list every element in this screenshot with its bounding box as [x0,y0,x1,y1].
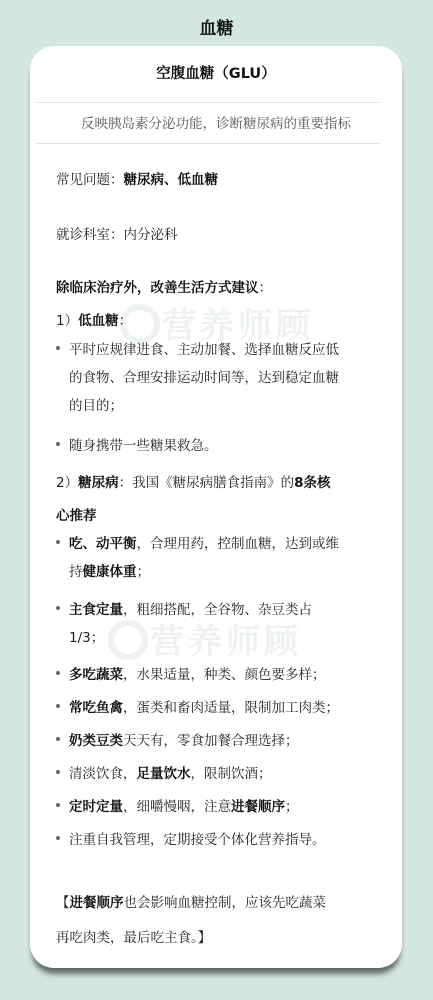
bullet-icon [56,704,60,708]
advice-heading-bold: 除临床治疗外，改善生活方式建议 [56,280,259,296]
section-1-title: 低血糖 [78,313,119,329]
item-rest: ，水果适量，种类、颜色要多样； [123,667,326,683]
item-rest-2: ； [285,799,299,815]
item-line2-bold: 健康体重 [82,564,137,580]
page-title: 血糖 [199,19,234,39]
section-1-tail: ： [118,313,133,329]
bullet-icon [56,346,60,350]
list-item-text [69,694,387,722]
item-bold: 常吃鱼禽 [69,700,123,716]
item-bold: 多吃蔬菜 [69,667,123,683]
info-card [30,46,402,968]
note-open: 【 [56,895,70,911]
bullet-icon [56,737,60,741]
bullet-icon [56,540,60,544]
card-subtitle: 反映胰岛素分泌功能，诊断糖尿病的重要指标 [81,116,351,132]
item-pre: 清淡饮食， [69,766,137,782]
section-1-prefix: 1） [56,313,79,329]
divider [36,143,380,144]
list-item-line: 随身携带一些糖果救急。 [69,438,218,454]
advice-heading [56,276,272,296]
note-bold: 进餐顺序 [69,895,124,911]
list-item-text [69,760,387,788]
bullet-icon [56,671,60,675]
list-item-text [69,661,387,689]
list-item-line: 的目的； [69,398,123,414]
section-2-heading [56,471,331,491]
item-bold: 定时定量 [69,799,123,815]
department-row [56,223,178,243]
list-item-text [69,432,387,460]
item-bold: 足量饮水 [136,766,191,782]
bullet-icon [56,606,60,610]
bullet-icon [56,770,60,774]
department-label: 就诊科室： [56,227,124,243]
list-item-text [69,727,387,755]
note-rest: 也会影响血糖控制，应该先吃蔬菜 [123,895,326,911]
common-problems-value: 糖尿病、低血糖 [123,172,218,188]
bullet-icon [56,803,60,807]
divider [36,102,380,103]
section-2-title: 糖尿病 [78,475,119,491]
section-2-prefix: 2） [56,475,79,491]
common-problems-label: 常见问题： [56,172,124,188]
list-item-text [69,530,387,586]
watermark-text: 营养师顾 [162,306,314,346]
list-item-text [69,793,387,821]
item-rest: ，蛋类和畜肉适量，限制加工肉类； [123,700,339,716]
section-2-bold-cont: 心推荐 [56,508,97,524]
item-bold-2: 进餐顺序 [231,799,285,815]
item-line2: 1/3； [69,630,105,646]
item-line2-post: ； [136,564,150,580]
note-line-1 [56,891,326,911]
item-line2-pre: 持 [69,564,83,580]
section-2-bold: 8条核 [294,475,331,491]
section-1-heading [56,309,132,329]
department-value: 内分泌科 [123,227,178,243]
list-item-text [69,826,387,854]
item-rest: ，细嚼慢咽，注意 [123,799,231,815]
card-title: 空腹血糖（GLU） [156,66,276,82]
section-2-mid: ：我国《糖尿病膳食指南》的 [118,475,295,491]
list-item-line: 平时应规律进食、主动加餐、选择血糖反应低 [69,342,339,358]
list-item-text [69,596,387,652]
item-rest: ，限制饮酒； [190,766,272,782]
item-rest: ，粗细搭配，全谷物、杂豆类占 [123,602,312,618]
list-item-text [69,336,387,420]
item-bold: 主食定量 [69,602,123,618]
item-bold: 吃、动平衡 [69,536,137,552]
note-line-2 [56,926,211,946]
item-rest: ，合理用药，控制血糖，达到或维 [136,536,339,552]
item-rest: 天天有，零食加餐合理选择； [123,733,299,749]
section-2-heading-cont [56,504,97,524]
list-item-line: 的食物、合理安排运动时间等，达到稳定血糖 [69,370,339,386]
advice-heading-tail: ： [258,280,272,296]
bullet-icon [56,836,60,840]
item-pre: 注重自我管理，定期接受个体化营养指导。 [69,832,326,848]
item-bold: 奶类豆类 [69,733,123,749]
bullet-icon [56,442,60,446]
note-line2: 再吃肉类，最后吃主食。】 [56,930,212,946]
common-problems-row [56,168,218,188]
watermark-text: 营养师顾 [150,622,302,662]
